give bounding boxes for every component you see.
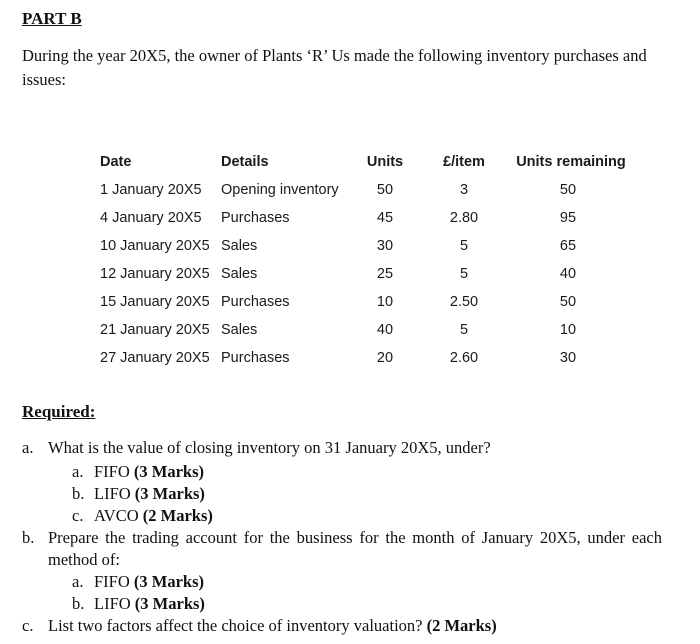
- header-details: Details: [221, 154, 269, 170]
- sub-question-text: [94, 483, 472, 505]
- table-row: [100, 232, 630, 260]
- sub-question: [72, 505, 472, 527]
- cell-details: Sales: [221, 322, 258, 338]
- table-row: [100, 288, 630, 316]
- cell-units-remaining: 50: [559, 294, 577, 310]
- table-row: [100, 204, 630, 232]
- sub-question-marker: b.: [72, 594, 85, 613]
- cell-units-remaining: 10: [559, 322, 577, 338]
- cell-date: 21 January 20X5: [100, 322, 210, 338]
- question-marker: a.: [22, 438, 34, 457]
- cell-units: 25: [376, 266, 394, 282]
- question-c: [22, 615, 672, 637]
- cell-details: Purchases: [221, 210, 290, 226]
- table-row: [100, 344, 630, 372]
- question-text: [48, 615, 672, 637]
- question-c-text: List two factors affect the choice of inventory valuation?: [48, 616, 423, 635]
- header-price: £/item: [443, 154, 485, 170]
- sub-question: [72, 593, 472, 615]
- question-text: What is the value of closing inventory on 31 January 20X5, under?: [48, 438, 491, 457]
- cell-date: 10 January 20X5: [100, 238, 210, 254]
- question-marker: b.: [22, 528, 35, 547]
- cell-details: Purchases: [221, 294, 290, 310]
- cell-price: 2.50: [449, 294, 479, 310]
- sub-question-text: [94, 571, 472, 593]
- cell-units-remaining: 30: [559, 350, 577, 366]
- marks-label: (3 Marks): [133, 462, 204, 481]
- sub-question-marker: a.: [72, 462, 84, 481]
- cell-units-remaining: 65: [559, 238, 577, 254]
- cell-units-remaining: 95: [559, 210, 577, 226]
- sub-question-text: [94, 461, 472, 483]
- cell-date: 1 January 20X5: [100, 182, 202, 198]
- cell-price: 5: [459, 266, 469, 282]
- cell-price: 5: [459, 322, 469, 338]
- header-units: Units: [366, 154, 404, 170]
- cell-units: 50: [376, 182, 394, 198]
- cell-details: Purchases: [221, 350, 290, 366]
- marks-label: (2 Marks): [426, 616, 497, 635]
- method-name: FIFO: [94, 462, 130, 481]
- sub-question-marker: a.: [72, 572, 84, 591]
- header-units-remaining: Units remaining: [516, 154, 626, 170]
- cell-units-remaining: 40: [559, 266, 577, 282]
- cell-price: 2.60: [449, 350, 479, 366]
- sub-question: [72, 483, 472, 505]
- cell-date: 15 January 20X5: [100, 294, 210, 310]
- sub-question-text: [94, 505, 472, 527]
- table-row: [100, 260, 630, 288]
- inventory-table: [100, 148, 630, 372]
- cell-price: 2.80: [449, 210, 479, 226]
- marks-label: (3 Marks): [134, 594, 205, 613]
- cell-units: 30: [376, 238, 394, 254]
- cell-date: 12 January 20X5: [100, 266, 210, 282]
- sub-question-marker: c.: [72, 506, 84, 525]
- cell-units: 45: [376, 210, 394, 226]
- cell-date: 4 January 20X5: [100, 210, 202, 226]
- question-text: Prepare the trading account for the business for the month of January 20X5, under each method of:: [48, 528, 662, 569]
- question-b: [22, 527, 662, 571]
- marks-label: (2 Marks): [142, 506, 213, 525]
- method-name: LIFO: [94, 594, 131, 613]
- intro-paragraph: During the year 20X5, the owner of Plants ‘R’ Us made the following inventory purchases and issues:: [22, 46, 647, 89]
- method-name: FIFO: [94, 572, 130, 591]
- cell-details: Opening inventory: [221, 182, 339, 198]
- cell-units: 40: [376, 322, 394, 338]
- method-name: AVCO: [94, 506, 139, 525]
- table-row: [100, 176, 630, 204]
- part-title: PART B: [22, 9, 82, 28]
- cell-date: 27 January 20X5: [100, 350, 210, 366]
- method-name: LIFO: [94, 484, 131, 503]
- cell-units: 20: [376, 350, 394, 366]
- marks-label: (3 Marks): [133, 572, 204, 591]
- sub-question: [72, 571, 472, 593]
- cell-price: 5: [459, 238, 469, 254]
- required-heading: Required:: [22, 402, 96, 421]
- table-header-row: [100, 148, 630, 176]
- sub-question: [72, 461, 472, 483]
- marks-label: (3 Marks): [134, 484, 205, 503]
- sub-question-text: [94, 593, 472, 615]
- table-row: [100, 316, 630, 344]
- cell-units: 10: [376, 294, 394, 310]
- question-a: [22, 437, 672, 459]
- header-date: Date: [100, 154, 132, 170]
- cell-details: Sales: [221, 266, 258, 282]
- sub-question-marker: b.: [72, 484, 85, 503]
- cell-units-remaining: 50: [559, 182, 577, 198]
- cell-details: Sales: [221, 238, 258, 254]
- question-marker: c.: [22, 616, 34, 635]
- cell-price: 3: [459, 182, 469, 198]
